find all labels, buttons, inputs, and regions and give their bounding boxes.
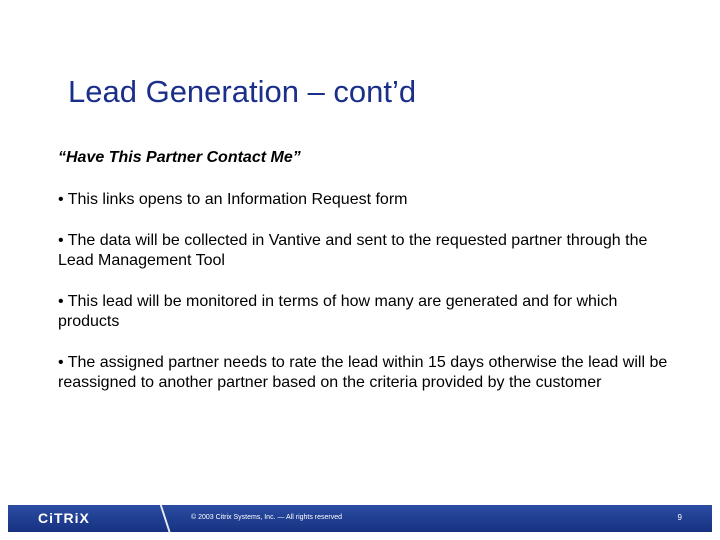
bullet-item: • This lead will be monitored in terms of how many are generated and for which products — [58, 293, 618, 330]
slide-subtitle: “Have This Partner Contact Me” — [58, 149, 301, 166]
footer-bar — [8, 505, 712, 532]
bullet-item: • The assigned partner needs to rate the lead within 15 days otherwise the lead will be reassigned to another partner based on the criteria provided by the customer — [58, 354, 668, 391]
page-number: 9 — [677, 513, 682, 522]
bullet-item: • The data will be collected in Vantive and sent to the requested partner through the Lead Management Tool — [58, 232, 648, 269]
footer-divider — [158, 498, 173, 538]
slide-title: Lead Generation – cont’d — [68, 74, 417, 109]
citrix-logo: CiTRiX — [38, 510, 90, 526]
slide-body — [58, 148, 668, 414]
copyright-text: © 2003 Citrix Systems, Inc. — All rights reserved — [191, 514, 343, 521]
bullet-item: • This links opens to an Information Request form — [58, 191, 408, 208]
